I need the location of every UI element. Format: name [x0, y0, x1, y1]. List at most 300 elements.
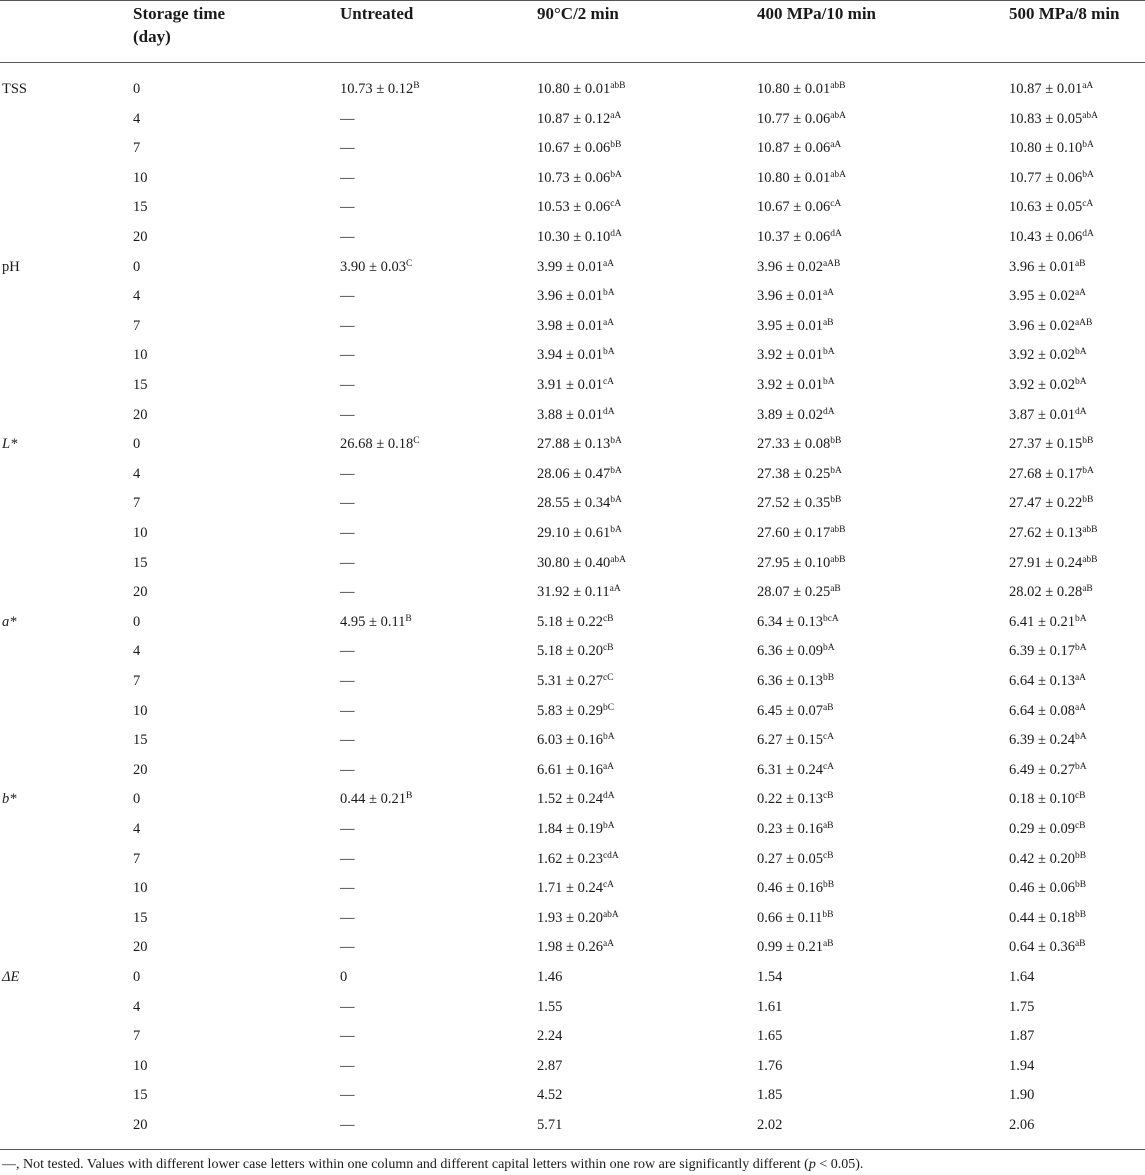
header-storage-line1: Storage time: [133, 4, 226, 23]
cell-hpp-500: [1009, 523, 1098, 543]
cell-untreated: [340, 937, 355, 957]
cell-hpp-400: [757, 286, 834, 306]
significance-letters: B: [405, 613, 412, 624]
cell-hpp-500: [1009, 493, 1093, 513]
significance-letters: abA: [1082, 110, 1099, 121]
cell-value: —: [340, 465, 355, 482]
cell-value: —: [340, 288, 355, 305]
cell-thermal: [537, 878, 614, 898]
cell-untreated: [340, 878, 355, 898]
table-row: [0, 1085, 1145, 1115]
cell-value: 10.30 ± 0.10: [537, 229, 611, 245]
cell-value: 3.92 ± 0.01: [757, 347, 823, 364]
cell-hpp-500: [1009, 109, 1098, 129]
cell-value: 10.43 ± 0.06: [1009, 229, 1083, 245]
cell-value: 3.92 ± 0.02: [1009, 377, 1075, 393]
cell-value: 1.84 ± 0.19: [537, 821, 603, 837]
significance-letters: bA: [1082, 140, 1094, 151]
cell-thermal: [537, 641, 614, 661]
cell-hpp-500: [1009, 168, 1094, 188]
cell-hpp-400: [757, 523, 846, 543]
cell-hpp-500: [1009, 197, 1093, 217]
cell-storage-day: 0: [133, 81, 141, 97]
cell-value: 6.64 ± 0.13: [1009, 673, 1075, 689]
cell-value: 1.76: [757, 1057, 783, 1074]
cell-hpp-400: [757, 434, 841, 454]
cell-value: 6.49 ± 0.27: [1009, 761, 1075, 778]
cell-value: —: [340, 998, 355, 1015]
cell-hpp-400: [757, 908, 834, 928]
significance-letters: cA: [822, 761, 835, 772]
significance-letters: bB: [1082, 495, 1094, 506]
cell-thermal: [537, 997, 562, 1017]
cell-untreated: [340, 967, 347, 987]
cell-storage-day: 15: [133, 1087, 148, 1104]
cell-hpp-500: [1009, 937, 1086, 957]
cell-value: 6.61 ± 0.16: [537, 761, 603, 778]
cell-hpp-500: [1009, 819, 1086, 839]
significance-letters: bA: [822, 377, 835, 387]
cell-untreated: [340, 789, 412, 809]
cell-value: 3.91 ± 0.01: [537, 377, 603, 393]
significance-letters: bA: [610, 495, 622, 506]
cell-thermal: [537, 730, 615, 750]
cell-value: 0.27 ± 0.05: [757, 850, 823, 867]
cell-thermal: [537, 789, 615, 809]
cell-value: 4.95 ± 0.11: [340, 613, 406, 630]
significance-letters: abB: [1082, 525, 1098, 535]
cell-untreated: [340, 1115, 355, 1135]
cell-value: 10.73 ± 0.12: [340, 81, 414, 97]
cell-value: —: [340, 317, 355, 334]
cell-value: 6.34 ± 0.13: [757, 613, 823, 630]
header-hpp-400: 400 MPa/10 min: [757, 4, 876, 23]
significance-letters: aA: [1074, 702, 1087, 713]
cell-storage-day: 7: [133, 1028, 141, 1045]
table-row: [0, 937, 1145, 967]
cell-storage-day: 20: [133, 761, 148, 778]
significance-letters: aAB: [822, 258, 841, 269]
cell-value: 3.98 ± 0.01: [537, 317, 603, 334]
significance-letters: abA: [610, 554, 627, 565]
cell-hpp-400: [757, 849, 834, 869]
significance-letters: B: [405, 791, 413, 802]
table-row: [0, 1115, 1145, 1145]
footnote-text: —, Not tested. Values with different lower case letters within one column and different capital letters within one row are significantly different (: [2, 1157, 809, 1172]
significance-letters: bA: [1074, 613, 1087, 624]
cell-value: 3.92 ± 0.01: [757, 377, 823, 393]
cell-storage-day: 0: [133, 613, 141, 630]
significance-letters: aA: [602, 761, 615, 772]
cell-hpp-500: [1009, 286, 1086, 306]
cell-untreated: [340, 582, 355, 602]
cell-value: 10.87 ± 0.12: [537, 110, 611, 127]
significance-letters: aA: [822, 288, 835, 299]
cell-storage-day: 0: [133, 258, 141, 275]
cell-thermal: [537, 1056, 562, 1076]
cell-hpp-500: [1009, 1085, 1034, 1105]
cell-untreated: [340, 641, 355, 661]
cell-hpp-500: [1009, 671, 1086, 691]
significance-letters: abB: [610, 81, 626, 91]
cell-storage-day: 15: [133, 732, 148, 749]
cell-value: 2.06: [1009, 1117, 1035, 1133]
cell-value: 3.92 ± 0.02: [1009, 347, 1075, 364]
cell-hpp-500: [1009, 1056, 1034, 1076]
significance-letters: bA: [1074, 761, 1087, 772]
cell-value: 5.18 ± 0.22: [537, 613, 603, 630]
cell-thermal: [537, 138, 621, 158]
cell-storage-day: 4: [133, 821, 141, 837]
cell-hpp-400: [757, 493, 841, 513]
cell-value: 28.06 ± 0.47: [537, 465, 611, 482]
cell-value: 1.90: [1009, 1087, 1035, 1104]
cell-value: 1.93 ± 0.20: [537, 909, 603, 926]
cell-value: —: [340, 584, 355, 601]
cell-thermal: [537, 434, 622, 454]
significance-letters: bB: [830, 436, 842, 447]
cell-untreated: [340, 612, 412, 632]
cell-storage-day: 7: [133, 850, 141, 867]
cell-value: 26.68 ± 0.18: [340, 436, 414, 453]
cell-value: 10.80 ± 0.01: [757, 81, 831, 97]
cell-value: —: [340, 169, 355, 186]
cell-untreated: [340, 109, 355, 129]
significance-letters: bcA: [822, 613, 839, 624]
cell-value: —: [340, 377, 355, 393]
cell-storage-day: 7: [133, 317, 141, 334]
significance-letters: bB: [822, 673, 835, 683]
cell-value: 0.42 ± 0.20: [1009, 850, 1075, 867]
footnote-p-symbol: p: [808, 1157, 816, 1172]
significance-letters: abB: [830, 554, 846, 565]
significance-letters: bB: [1074, 850, 1087, 861]
header-untreated: Untreated: [340, 4, 414, 23]
cell-value: 10.37 ± 0.06: [757, 229, 831, 245]
cell-value: 0.66 ± 0.11: [757, 909, 823, 926]
table-row: [0, 286, 1145, 316]
cell-hpp-400: [757, 138, 841, 158]
cell-value: —: [340, 199, 355, 216]
cell-value: 10.67 ± 0.06: [537, 140, 611, 157]
cell-thermal: [537, 197, 621, 217]
cell-hpp-500: [1009, 789, 1086, 809]
cell-thermal: [537, 760, 614, 780]
cell-value: —: [340, 732, 355, 749]
cell-value: 0.23 ± 0.16: [757, 821, 823, 837]
cell-value: 3.96 ± 0.01: [537, 288, 603, 305]
cell-value: 1.61: [757, 998, 783, 1015]
significance-letters: bB: [1074, 909, 1087, 920]
significance-letters: cB: [1074, 791, 1086, 802]
significance-letters: bA: [602, 732, 615, 743]
significance-letters: bA: [602, 347, 615, 358]
significance-letters: dA: [1082, 229, 1094, 239]
significance-letters: bA: [602, 821, 615, 831]
cell-value: 3.96 ± 0.02: [757, 258, 823, 275]
header-storage-line2: (day): [133, 27, 171, 46]
cell-untreated: [340, 286, 355, 306]
cell-untreated: [340, 375, 355, 395]
cell-thermal: [537, 701, 614, 721]
header-storage-time: [133, 0, 225, 48]
cell-value: 3.95 ± 0.01: [757, 317, 823, 334]
significance-letters: aB: [1074, 939, 1086, 950]
significance-letters: cC: [602, 673, 614, 683]
cell-value: 1.52 ± 0.24: [537, 791, 603, 808]
significance-letters: aA: [609, 584, 621, 595]
cell-hpp-400: [757, 789, 834, 809]
cell-untreated: [340, 227, 355, 247]
table-row: [0, 908, 1145, 938]
cell-value: 1.98 ± 0.26: [537, 939, 603, 956]
cell-value: 6.03 ± 0.16: [537, 732, 603, 749]
significance-letters: cB: [602, 613, 614, 624]
cell-value: 27.47 ± 0.22: [1009, 495, 1083, 512]
cell-thermal: [537, 1115, 562, 1135]
significance-letters: bB: [1074, 880, 1087, 891]
cell-value: 2.87: [537, 1057, 563, 1074]
cell-hpp-400: [757, 168, 846, 188]
cell-value: —: [340, 850, 355, 867]
cell-untreated: [340, 849, 355, 869]
cell-value: 3.95 ± 0.02: [1009, 288, 1075, 305]
cell-hpp-500: [1009, 1026, 1034, 1046]
cell-value: 27.88 ± 0.13: [537, 436, 611, 453]
cell-hpp-400: [757, 612, 839, 632]
cell-value: 5.83 ± 0.29: [537, 702, 603, 719]
cell-hpp-400: [757, 937, 834, 957]
cell-value: 3.96 ± 0.01: [1009, 258, 1075, 275]
cell-storage-day: 10: [133, 347, 148, 364]
significance-letters: bA: [1074, 347, 1087, 358]
cell-untreated: [340, 760, 355, 780]
cell-value: 28.07 ± 0.25: [757, 584, 831, 601]
cell-value: —: [340, 880, 355, 897]
significance-letters: aA: [610, 110, 622, 121]
cell-value: 0.22 ± 0.13: [757, 791, 823, 808]
cell-thermal: [537, 405, 615, 425]
cell-hpp-400: [757, 345, 835, 365]
cell-value: —: [340, 1057, 355, 1074]
significance-letters: dA: [602, 406, 615, 417]
cell-value: 0.44 ± 0.18: [1009, 909, 1075, 926]
cell-hpp-500: [1009, 908, 1086, 928]
significance-letters: bA: [1082, 465, 1094, 476]
cell-hpp-400: [757, 316, 834, 336]
cell-hpp-500: [1009, 138, 1094, 158]
cell-hpp-400: [757, 967, 782, 987]
cell-value: 27.33 ± 0.08: [757, 436, 831, 453]
table-row: [0, 997, 1145, 1027]
cell-value: —: [340, 1087, 355, 1104]
table-row: [0, 582, 1145, 612]
cell-storage-day: 0: [133, 436, 141, 453]
cell-storage-day: 15: [133, 199, 148, 216]
table-row: [0, 168, 1145, 198]
cell-untreated: [340, 464, 355, 484]
significance-letters: aA: [1082, 81, 1094, 91]
cell-thermal: [537, 908, 619, 928]
cell-storage-day: 10: [133, 880, 148, 897]
cell-value: —: [340, 347, 355, 364]
cell-hpp-500: [1009, 967, 1034, 987]
significance-letters: aB: [1082, 584, 1093, 595]
cell-untreated: [340, 257, 412, 277]
cell-value: 1.85: [757, 1087, 783, 1104]
cell-hpp-400: [757, 227, 842, 247]
cell-value: 27.52 ± 0.35: [757, 495, 831, 512]
cell-hpp-500: [1009, 701, 1086, 721]
cell-value: 0.44 ± 0.21: [340, 791, 406, 808]
cell-value: 3.88 ± 0.01: [537, 406, 603, 423]
table-row: [0, 641, 1145, 671]
significance-letters: abB: [830, 81, 846, 91]
cell-value: 3.96 ± 0.02: [1009, 317, 1075, 334]
cell-storage-day: 7: [133, 495, 141, 512]
significance-letters: bB: [610, 140, 622, 151]
cell-value: —: [340, 761, 355, 778]
cell-value: —: [340, 554, 355, 571]
cell-untreated: [340, 405, 355, 425]
cell-hpp-400: [757, 582, 841, 602]
significance-letters: aA: [602, 258, 615, 269]
cell-hpp-400: [757, 997, 782, 1017]
table-row: [0, 612, 1145, 642]
cell-value: 10.80 ± 0.01: [537, 81, 611, 97]
header-thermal: 90°C/2 min: [537, 4, 619, 23]
significance-letters: cB: [822, 850, 834, 861]
cell-value: —: [340, 1117, 355, 1133]
cell-hpp-500: [1009, 612, 1087, 632]
cell-value: —: [340, 909, 355, 926]
cell-value: —: [340, 525, 355, 541]
significance-letters: bA: [610, 436, 622, 447]
cell-hpp-400: [757, 375, 835, 395]
cell-hpp-500: [1009, 316, 1092, 336]
cell-hpp-400: [757, 730, 834, 750]
cell-storage-day: 10: [133, 169, 148, 186]
cell-storage-day: 20: [133, 229, 148, 245]
cell-value: 0: [340, 969, 348, 985]
significance-letters: aB: [822, 939, 834, 950]
cell-value: 4.52: [537, 1087, 563, 1104]
significance-letters: cA: [1082, 199, 1094, 210]
cell-value: 0.99 ± 0.21: [757, 939, 823, 956]
cell-value: 1.54: [757, 969, 783, 985]
significance-letters: bA: [602, 288, 615, 299]
table-row: [0, 227, 1145, 257]
cell-thermal: [537, 168, 622, 188]
cell-storage-day: 15: [133, 554, 148, 571]
significance-letters: aA: [602, 317, 615, 328]
cell-value: 0.46 ± 0.06: [1009, 880, 1075, 897]
table-row: [0, 789, 1145, 819]
table-row: [0, 1056, 1145, 1086]
table-row: [0, 849, 1145, 879]
cell-hpp-500: [1009, 345, 1087, 365]
table-row: [0, 493, 1145, 523]
cell-value: 3.99 ± 0.01: [537, 258, 603, 275]
cell-thermal: [537, 523, 622, 543]
cell-untreated: [340, 493, 355, 513]
parameter-label: a*: [2, 613, 17, 630]
cell-storage-day: 20: [133, 1117, 148, 1133]
significance-letters: aB: [1074, 258, 1086, 269]
cell-value: 27.91 ± 0.24: [1009, 554, 1083, 571]
cell-untreated: [340, 197, 355, 217]
table-row: [0, 345, 1145, 375]
significance-letters: aA: [602, 939, 615, 950]
table-row: [0, 701, 1145, 731]
table-row: [0, 197, 1145, 227]
cell-value: 28.02 ± 0.28: [1009, 584, 1083, 601]
significance-letters: aB: [822, 317, 834, 328]
cell-value: 6.45 ± 0.07: [757, 702, 823, 719]
cell-value: 10.77 ± 0.06: [757, 110, 831, 127]
significance-letters: aAB: [1074, 317, 1093, 328]
table-row: [0, 730, 1145, 760]
cell-value: —: [340, 821, 355, 837]
cell-value: 27.37 ± 0.15: [1009, 436, 1083, 453]
cell-untreated: [340, 138, 355, 158]
cell-value: 10.83 ± 0.05: [1009, 110, 1083, 127]
significance-letters: aA: [1074, 288, 1087, 299]
cell-storage-day: 20: [133, 939, 148, 956]
parameter-label: TSS: [2, 81, 27, 97]
cell-hpp-500: [1009, 878, 1086, 898]
significance-letters: dA: [822, 406, 835, 417]
cell-thermal: [537, 464, 622, 484]
cell-thermal: [537, 227, 622, 247]
table-row: [0, 138, 1145, 168]
cell-thermal: [537, 819, 615, 839]
significance-letters: aB: [830, 584, 841, 595]
table-bottom-rule: [0, 1149, 1145, 1150]
cell-thermal: [537, 345, 615, 365]
significance-letters: bB: [822, 909, 834, 920]
significance-letters: aB: [822, 702, 834, 713]
cell-hpp-500: [1009, 434, 1093, 454]
parameter-label: pH: [2, 258, 20, 275]
cell-hpp-500: [1009, 760, 1087, 780]
cell-hpp-500: [1009, 641, 1087, 661]
cell-thermal: [537, 109, 621, 129]
cell-thermal: [537, 582, 621, 602]
cell-value: —: [340, 673, 355, 689]
table-row: [0, 316, 1145, 346]
cell-storage-day: 4: [133, 110, 141, 127]
cell-untreated: [340, 908, 355, 928]
header-hpp-500: 500 MPa/8 min: [1009, 4, 1120, 23]
cell-value: 10.80 ± 0.10: [1009, 140, 1083, 157]
significance-letters: bB: [1082, 436, 1094, 447]
cell-untreated: [340, 671, 355, 691]
cell-thermal: [537, 257, 614, 277]
cell-storage-day: 4: [133, 643, 141, 660]
cell-hpp-400: [757, 464, 842, 484]
cell-value: 3.89 ± 0.02: [757, 406, 823, 423]
cell-value: 10.53 ± 0.06: [537, 199, 611, 216]
cell-thermal: [537, 1026, 562, 1046]
cell-untreated: [340, 316, 355, 336]
cell-value: 6.27 ± 0.15: [757, 732, 823, 749]
cell-value: 6.64 ± 0.08: [1009, 702, 1075, 719]
cell-value: 3.94 ± 0.01: [537, 347, 603, 364]
cell-hpp-500: [1009, 405, 1087, 425]
cell-value: —: [340, 643, 355, 660]
cell-storage-day: 7: [133, 673, 141, 689]
